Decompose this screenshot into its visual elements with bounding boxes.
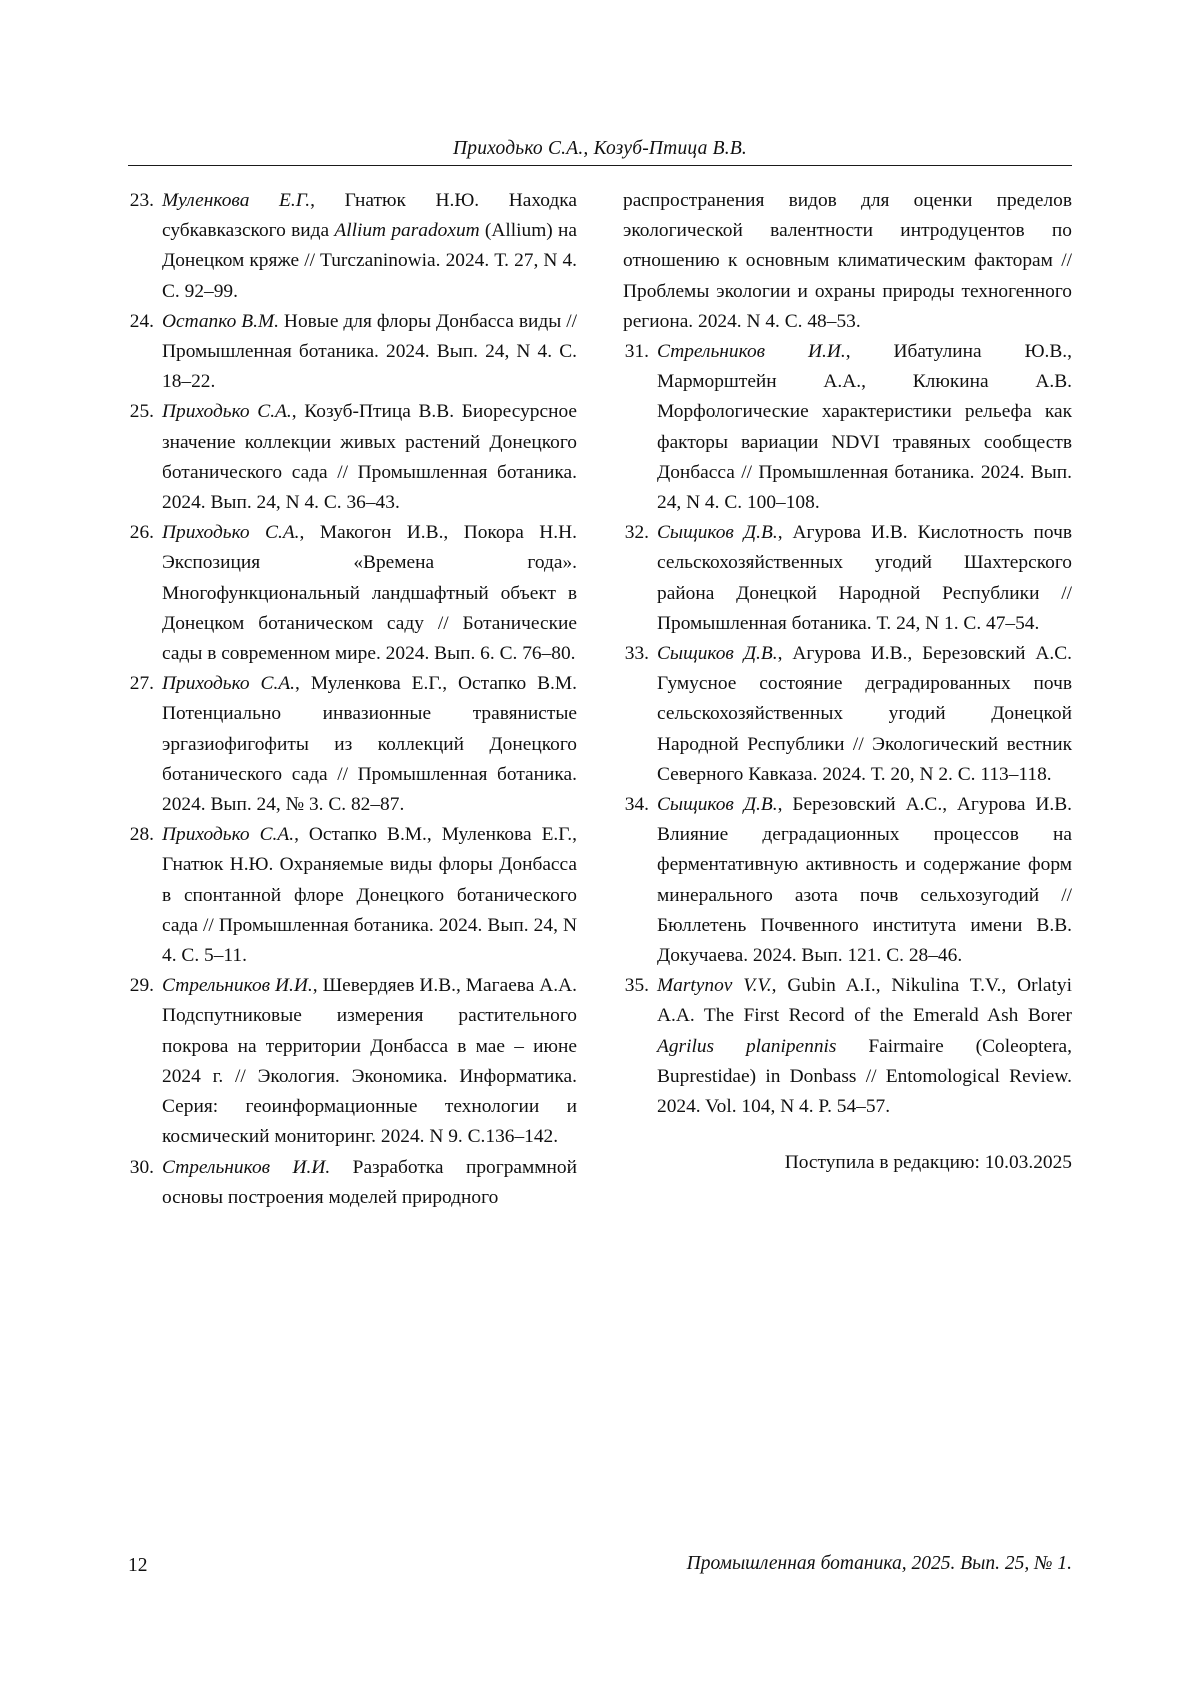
reference-emphasis: Муленкова Е.Г. <box>162 190 311 211</box>
reference-plain: , Березовский А.С., Агурова И.В. Влияние деградационных процессов на ферментативную активность и содержание форм минерального азота почв сельхозугодий // Бюллетень Почвенного института имени В.В. Докучаева. 2024. Вып. 121. С. 28–46. <box>657 794 1072 967</box>
reference-plain: , Козуб-Птица В.В. Биоресурсное значение коллекции живых растений Донецкого ботанического сада // Промышленная ботаника. 2024. Вып. 24, N 4. С. 36–43. <box>162 401 577 514</box>
reference-item <box>128 397 577 518</box>
footer-journal-line: Промышленная ботаника, 2025. Вып. 25, № 1. <box>686 1553 1072 1574</box>
reference-item <box>623 337 1072 518</box>
reference-item <box>623 790 1072 971</box>
reference-emphasis: Стрельников И.И. <box>162 1156 331 1178</box>
reference-number: 25. <box>129 401 154 423</box>
reference-plain: , Агурова И.В., Березовский А.С. Гумусное состояние деградированных почв сельскохозяйственных угодий Донецкой Народной Республики // Экологический вестник Северного Кавказа. 2024. Т. 20, N 2. С. 113–118. <box>657 643 1072 785</box>
two-column-layout <box>128 186 1072 1213</box>
reference-text <box>162 186 577 307</box>
reference-number: 30. <box>129 1156 154 1178</box>
reference-plain: Fairmaire (Coleoptera, Buprestidae) in Donbass // Entomological Review. 2024. Vol. 104, N 4. P. 54–57. <box>657 1035 1073 1118</box>
reference-plain: (Allium) на Донецком кряже // Turczaninowia. 2024. Т. 27, N 4. С. 92–99. <box>162 220 577 302</box>
reference-emphasis: Приходько С.А. <box>162 522 300 544</box>
reference-item <box>128 518 577 669</box>
reference-plain: , Макогон И.В., Покора Н.Н. Экспозиция «Времена года». Многофункциональный ландшафтный объект в Донецком ботаническом саду // Ботанические сады в современном мире. 2024. Вып. 6. С. 76–80. <box>162 522 577 665</box>
reference-emphasis: Остапко В.М. <box>162 310 279 332</box>
reference-item <box>128 307 577 398</box>
reference-emphasis: Приходько С.А. <box>162 673 296 695</box>
reference-number: 24. <box>129 310 154 332</box>
reference-emphasis: Agrilus planipennis <box>657 1035 837 1057</box>
reference-emphasis: Приходько С.А. <box>162 401 292 423</box>
reference-plain: Новые для флоры Донбасса виды // Промышленная ботаника. 2024. Вып. 24, N 4. С. 18–22. <box>162 310 577 393</box>
reference-plain: , Gubin A.I., Nikulina T.V., Orlatyi A.A. The First Record of the Emerald Ash Borer <box>657 975 1072 1027</box>
reference-item <box>128 820 577 971</box>
reference-number: 35. <box>624 975 649 997</box>
reference-item <box>623 639 1072 790</box>
reference-emphasis: Martynov V.V. <box>657 975 772 997</box>
reference-text <box>657 337 1072 518</box>
reference-text <box>162 1153 577 1213</box>
reference-plain: , Агурова И.В. Кислотность почв сельскохозяйственных угодий Шахтерского района Донецкой Народной Республики // Промышленная ботаника. Т. 24, N 1. С. 47–54. <box>657 522 1072 634</box>
reference-plain: , Остапко В.М., Муленкова Е.Г., Гнатюк Н.Ю. Охраняемые виды флоры Донбасса в спонтанной флоре Донецкого ботанического сада // Промышленная ботаника. 2024. Вып. 24, N 4. С. 5–11. <box>162 824 577 967</box>
reference-number: 29. <box>129 975 154 997</box>
reference-text <box>657 639 1072 790</box>
continued-paragraph: распространения видов для оценки пределов экологической валентности интродуцентов по отношению к основным климатическим факторам // Проблемы экологии и охраны природы техногенного региона. 2024. N 4. С. 48–53. <box>623 190 1072 332</box>
reference-list-left <box>128 186 577 1213</box>
reference-item <box>128 186 577 307</box>
reference-item <box>128 669 577 820</box>
left-column <box>128 186 577 1213</box>
reference-emphasis: Приходько С.А. <box>162 824 295 846</box>
reference-number: 31. <box>624 341 649 363</box>
footer-page-number: 12 <box>128 1555 148 1576</box>
reference-number: 28. <box>129 824 154 846</box>
reference-text <box>162 971 577 1152</box>
reference-plain: , Шевердяев И.В., Магаева А.А. Подспутниковые измерения растительного покрова на территории Донбасса в мае – июне 2024 г. // Экология. Экономика. Информатика. Серия: геоинформационные технологии и космический мониторинг. 2024. N 9. С.136–142. <box>162 975 577 1148</box>
reference-item <box>128 1153 577 1213</box>
reference-item <box>623 518 1072 639</box>
reference-number: 32. <box>624 522 649 544</box>
reference-emphasis: Стрельников И.И. <box>162 975 313 997</box>
header-divider <box>128 165 1072 166</box>
reference-text <box>162 307 577 398</box>
reference-emphasis: Сыщиков Д.В. <box>657 643 778 665</box>
reference-number: 23. <box>129 190 154 211</box>
reference-emphasis: Сыщиков Д.В. <box>657 522 778 544</box>
reference-text <box>657 971 1072 1122</box>
reference-text <box>162 397 577 518</box>
reference-plain: , Гнатюк Н.Ю. Находка субкавказского вида <box>162 190 578 242</box>
reference-emphasis: Стрельников И.И. <box>657 341 846 363</box>
reference-emphasis: Сыщиков Д.В. <box>657 794 778 816</box>
reference-list-right <box>623 337 1072 1122</box>
reference-number: 33. <box>624 643 649 665</box>
reference-item <box>623 971 1072 1122</box>
submitted-date: Поступила в редакцию: 10.03.2025 <box>784 1152 1072 1174</box>
reference-plain: Разработка программной основы построения моделей природного <box>162 1156 577 1208</box>
reference-number: 34. <box>624 794 649 816</box>
reference-number: 27. <box>129 673 154 695</box>
running-head: Приходько С.А., Козуб-Птица В.В. <box>452 138 748 159</box>
right-column <box>623 186 1072 1213</box>
reference-number: 26. <box>129 522 154 544</box>
reference-item <box>128 971 577 1152</box>
reference-emphasis: Allium paradoxum <box>334 220 480 242</box>
reference-plain: , Ибатулина Ю.В., Марморштейн А.А., Клюкина А.В. Морфологические характеристики рельефа как факторы вариации NDVI травяных сообществ Донбасса // Промышленная ботаника. 2024. Вып. 24, N 4. С. 100–108. <box>657 341 1072 514</box>
reference-text <box>162 518 577 669</box>
reference-plain: , Муленкова Е.Г., Остапко В.М. Потенциально инвазионные травянистые эргазиофигофиты из коллекций Донецкого ботанического сада // Промышленная ботаника. 2024. Вып. 24, № 3. С. 82–87. <box>162 673 577 816</box>
reference-text <box>657 518 1072 639</box>
reference-text <box>162 820 577 971</box>
reference-text <box>657 790 1072 971</box>
reference-text <box>162 669 577 820</box>
